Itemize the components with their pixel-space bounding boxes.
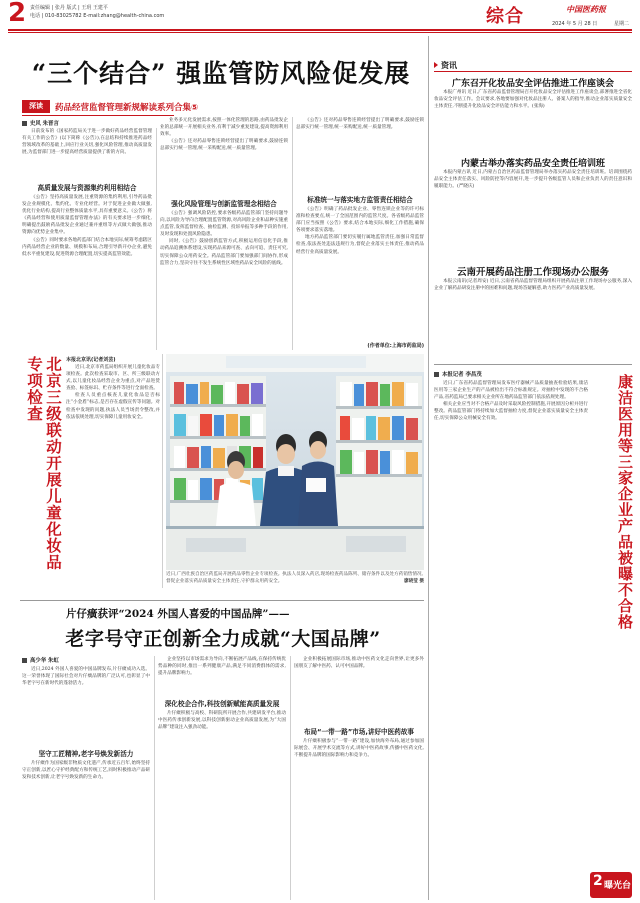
pzh-col3-body bbox=[294, 656, 424, 722]
beijing-author: 本报北京讯(记者刘芸) bbox=[66, 357, 116, 363]
main-sub3: 标准统一与落实地方监管责任相结合 bbox=[307, 196, 413, 204]
pzh-col2-body bbox=[158, 656, 286, 696]
paragraph: 地方药品监管部门要切实履行属地监管责任,加强日常监督检查,依法查处违法违规行为,督促企业落实主体责任,推动药品经营行业高质量发展。 bbox=[296, 235, 424, 255]
paragraph: 近日,2024 外国人喜爱的中国品牌发布,片仔癀成功入选。这一荣誉体现了国际社会对片仔癀品牌的广泛认可,也彰显了中华老字号在新时代的蓬勃活力。 bbox=[22, 667, 150, 687]
pzh-col1-body2 bbox=[22, 760, 150, 900]
news-rule bbox=[434, 71, 632, 72]
paragraph: 近日,广东省药品监督管理局发布医疗器械产品质量抽查检验结果,康洁医用等三家企业生产的产品被检出不符合标准规定。对抽检中发现的不合格产品,省药监局已要求相关企业所在地药品监管部门依法依规处理。 bbox=[434, 381, 588, 401]
col-divider bbox=[162, 354, 163, 588]
series-underline bbox=[22, 115, 174, 116]
header-rule bbox=[8, 29, 632, 31]
photo-caption-text: 近日,广西壮族自治区药监局开展药品零售企业专项检查。执法人员深入药店,现场检查药品陈列、储存条件以及处方药销售情况,督促企业落实药品质量安全主体责任,守护群众用药安全。 bbox=[166, 572, 424, 584]
exposure-badge-number: 2 bbox=[593, 873, 603, 889]
paragraph: 《公告》还对药品零售连锁经营提出了明确要求,鼓励连锁总部实行统一管理,统一采购配送,统一质量管理。 bbox=[160, 139, 288, 152]
pzh-col2-body2 bbox=[158, 710, 286, 900]
header-rule-thin bbox=[8, 32, 632, 33]
author-square-icon bbox=[434, 372, 439, 377]
page-number: 2 bbox=[8, 0, 27, 28]
pzh-sub1: 坚守工匠精神,老字号焕发新活力 bbox=[38, 750, 134, 758]
col-divider bbox=[292, 117, 293, 350]
main-col1-intro bbox=[22, 128, 152, 178]
paragraph: 《公告》同时要求各地药监部门结合本地实际,统筹考虑辖区内药品经营企业的数量、规模和布局,合理引导新开办企业,避免低水平重复建设,促进资源合理配置,切实提高监管效能。 bbox=[22, 237, 152, 257]
editor-line: 责任编辑 | 张丹 版式 | 王玥 王建平 bbox=[30, 5, 108, 11]
pzh-col1-body bbox=[22, 666, 150, 746]
beijing-body bbox=[66, 364, 160, 588]
series-tag: 深读 bbox=[22, 100, 50, 113]
pzh-headline: 老字号守正创新全力成就“大国品牌” bbox=[65, 628, 381, 650]
kangjie-author bbox=[434, 370, 482, 378]
kangjie-vertical-title: 康洁医用等三家企业产品被曝不合格 bbox=[616, 374, 634, 630]
page-column-divider bbox=[428, 36, 429, 900]
col-divider bbox=[154, 656, 155, 900]
paragraph: 《公告》明确了药品批发企业、零售连锁企业等的许可标准和检查要点,统一了全国范围内的监管尺度。各省级药品监管部门应当按照《公告》要求,结合本地实际,细化工作措施,确保各项要求落实落地。 bbox=[296, 207, 424, 234]
triangle-icon bbox=[434, 62, 438, 68]
news-label bbox=[434, 60, 457, 71]
photo-credit: 廖晓莹 摄 bbox=[404, 578, 424, 584]
issue-date: 2024 年 5 月 28 日 bbox=[552, 21, 598, 27]
main-headline: “三个结合” 强监管防风险促发展 bbox=[31, 59, 411, 88]
main-col1-body bbox=[22, 194, 152, 350]
pzh-sub2: 深化校企合作,科技创新赋能高质量发展 bbox=[164, 700, 280, 708]
main-col2-body bbox=[160, 117, 288, 193]
section-divider bbox=[434, 364, 632, 365]
main-sub1: 高质量发展与资源集约利用相结合 bbox=[37, 184, 137, 192]
main-col2-body2 bbox=[160, 210, 288, 350]
paragraph: 《公告》强调风险防控,要求各级药品监管部门坚持问题导向,以风险为导向合理配置监管资源,对高风险企业和品种实施重点监管,发挥监督检查、抽检监测、投诉举报等多种手段的作用,及时发现和处置风险隐患。 bbox=[160, 211, 288, 238]
paragraph: 企业积极拓展国际市场,推动中医药文化走向世界,让更多外国朋友了解中医药、认可中国品牌。 bbox=[294, 657, 424, 670]
paragraph: 《公告》还对药品零售连锁经营提出了明确要求,鼓励连锁总部实行统一管理,统一采购配送,统一质量管理。 bbox=[296, 118, 424, 131]
phone-line: 电话 | 010-83025782 E-mail:zhang@health-china.com bbox=[30, 13, 165, 19]
paragraph: 业务多元化发展需求,按照一体化管理的思路,由药品批发企业的总部统一开展相关业务,有利于减少重复建设,提高资源利用效率。 bbox=[160, 118, 288, 138]
beijing-vertical-title: 北京三级联动开展儿童化妆品专项检查 bbox=[25, 356, 62, 571]
pharmacy-shelves-image bbox=[166, 354, 424, 570]
kangjie-body bbox=[434, 380, 588, 870]
paper-name: 中国医药报 bbox=[566, 5, 606, 14]
news-item-title: 云南开展药品注册工作现场办公服务 bbox=[456, 267, 609, 278]
pzh-author-name: 高少华 朱虹 bbox=[30, 658, 59, 664]
paragraph: 片仔癀积极与高校、科研院所开展合作,共建研发平台,推动中医药传承创新发展,以科技创新驱动企业高质量发展,为“大国品牌”建设注入强劲动能。 bbox=[158, 711, 286, 731]
pzh-col3-body2 bbox=[294, 738, 424, 900]
paragraph: 检查人员重点核查儿童化妆品是否标注“小金盾”标志,是否存在虚假宣传等问题。对检查中发现的问题,执法人员当场责令整改,并依法依规处理,切实保障儿童用妆安全。 bbox=[66, 393, 160, 420]
main-col3-lead bbox=[296, 117, 424, 185]
photo-caption bbox=[166, 572, 424, 598]
news-label-text: 资讯 bbox=[441, 61, 457, 70]
section-title: 综合 bbox=[486, 6, 524, 27]
paragraph: 相关企业应当对不合格产品及时采取风险控制措施,开展原因分析并进行整改。药品监管部门将持续加大监督抽检力度,督促企业落实质量安全主体责任,切实保障公众用械安全有效。 bbox=[434, 402, 588, 422]
pzh-author bbox=[22, 656, 59, 664]
pzh-sub3: 布局“一带一路”市场,讲好中医药故事 bbox=[303, 728, 415, 736]
paragraph: 本报内蒙古讯 近日,内蒙古自治区药品监督管理局举办落实药品安全责任培训班。培训围绕药品安全主体责任落实、风险防控等内容展开,进一步提升各级监管人员和企业负责人的责任意识和履职能力。(严晓庆) bbox=[434, 170, 632, 190]
author-square-icon bbox=[22, 658, 27, 663]
news-item-title: 广东召开化妆品安全评估推进工作座谈会 bbox=[451, 79, 614, 89]
section-divider bbox=[20, 600, 424, 601]
paragraph: 日前发布的《国家药监局关于进一步做好药品经营监督管理有关工作的公告》(以下简称《公告》),在总结和持续推进药品经营领域改革的基础上,回应行业关切,强化风险管理,推动高质量发展,为监督部门进一步提高经营质量提供了新的方向。 bbox=[22, 129, 152, 156]
paragraph: 同时,《公告》鼓励创新监管方式,积极运用信息化手段,推动药品追溯体系建设,实现药品来源可查、去向可追、责任可究,切实保障公众用药安全。药品监管部门要加强部门间协作,形成监管合力,坚决守住不发生系统性区域性药品安全风险的底线。 bbox=[160, 239, 288, 266]
kangjie-author-name: 本报记者 李昌茂 bbox=[442, 372, 482, 378]
col-divider bbox=[290, 656, 291, 900]
paragraph: 《公告》坚持高质量发展,注重资源的集约利用,引导药品批发企业规模化、集约化、专业化经营。对于促进企业做大做强,优化行业结构,提高行业整体质量水平,具有重要意义。《公告》将《药品经营和使用质量监督管理办法》的有关要求进一步细化,明确提出鼓励药品批发企业通过兼并重组等方式做大做强,推动资源向优势企业集中。 bbox=[22, 195, 152, 236]
paragraph: 本报云南讯(记者周安) 近日,云南省药品监督管理局组织开展药品注册工作现场办公服务,深入企业了解药品研发注册中的困难和问题,现场答疑解惑,助力医药产业高质量发展。 bbox=[434, 279, 632, 292]
main-sub2: 强化风险管理与创新监管理念相结合 bbox=[171, 200, 277, 208]
paragraph: 本报广州讯 近日,广东省药品监督管理局召开化妆品安全评估推进工作座谈会,部署推进全省化妆品安全评估工作。会议要求,各地要加强对化妆品注册人、备案人的指导,推动企业落实质量安全主体责任,不断提升化妆品安全评估能力和水平。(张海) bbox=[434, 90, 632, 110]
pharmacy-photo bbox=[166, 354, 424, 570]
col-divider bbox=[156, 128, 157, 350]
news-item-body bbox=[434, 89, 632, 151]
paragraph: 近日,北京市药监局组织开展儿童化妆品专项检查。此次检查采取市、区、所三级联动方式,以儿童化妆品经营企业为重点,对产品进货查验、标签标识、贮存条件等进行全面检查。 bbox=[66, 365, 160, 392]
main-col3-body bbox=[296, 206, 424, 342]
news-item-title: 内蒙古举办落实药品安全责任培训班 bbox=[460, 159, 605, 169]
paragraph: 企业坚持以市场需求为导向,不断拓展产品线,在保持传统优势品种的同时,推出一系列健康产品,满足不同消费群体的需求,提升品牌影响力。 bbox=[158, 657, 286, 677]
series-title: 药品经营监督管理新规解读系列合集⑤ bbox=[55, 103, 199, 113]
issue-weekday: 星期二 bbox=[614, 21, 630, 27]
pzh-kicker: 片仔癀获评“2024 外国人喜爱的中国品牌”—— bbox=[66, 608, 290, 620]
main-author-name: 史风 朱晋言 bbox=[30, 121, 59, 127]
main-author bbox=[22, 119, 59, 127]
news-item-body bbox=[434, 169, 632, 261]
exposure-badge bbox=[590, 872, 632, 898]
news-item-body bbox=[434, 278, 632, 360]
main-signature: (作者单位:上海市药监局) bbox=[367, 343, 424, 349]
author-square-icon bbox=[22, 121, 27, 126]
exposure-badge-label: 曝光台 bbox=[604, 881, 632, 891]
paragraph: 片仔癀积极参与“一带一路”建设,加快海外布局,通过参加国际展会、开展学术交流等方式,讲好中医药故事,传播中医药文化,不断提升品牌的国际影响力和竞争力。 bbox=[294, 739, 424, 759]
paragraph: 片仔癀作为国家级非物质文化遗产,传承近五百年,始终坚持守正创新,以匠心守护经典配方和传统工艺,同时积极推动产品研发和技术创新,让老字号焕发新的生命力。 bbox=[22, 761, 150, 781]
